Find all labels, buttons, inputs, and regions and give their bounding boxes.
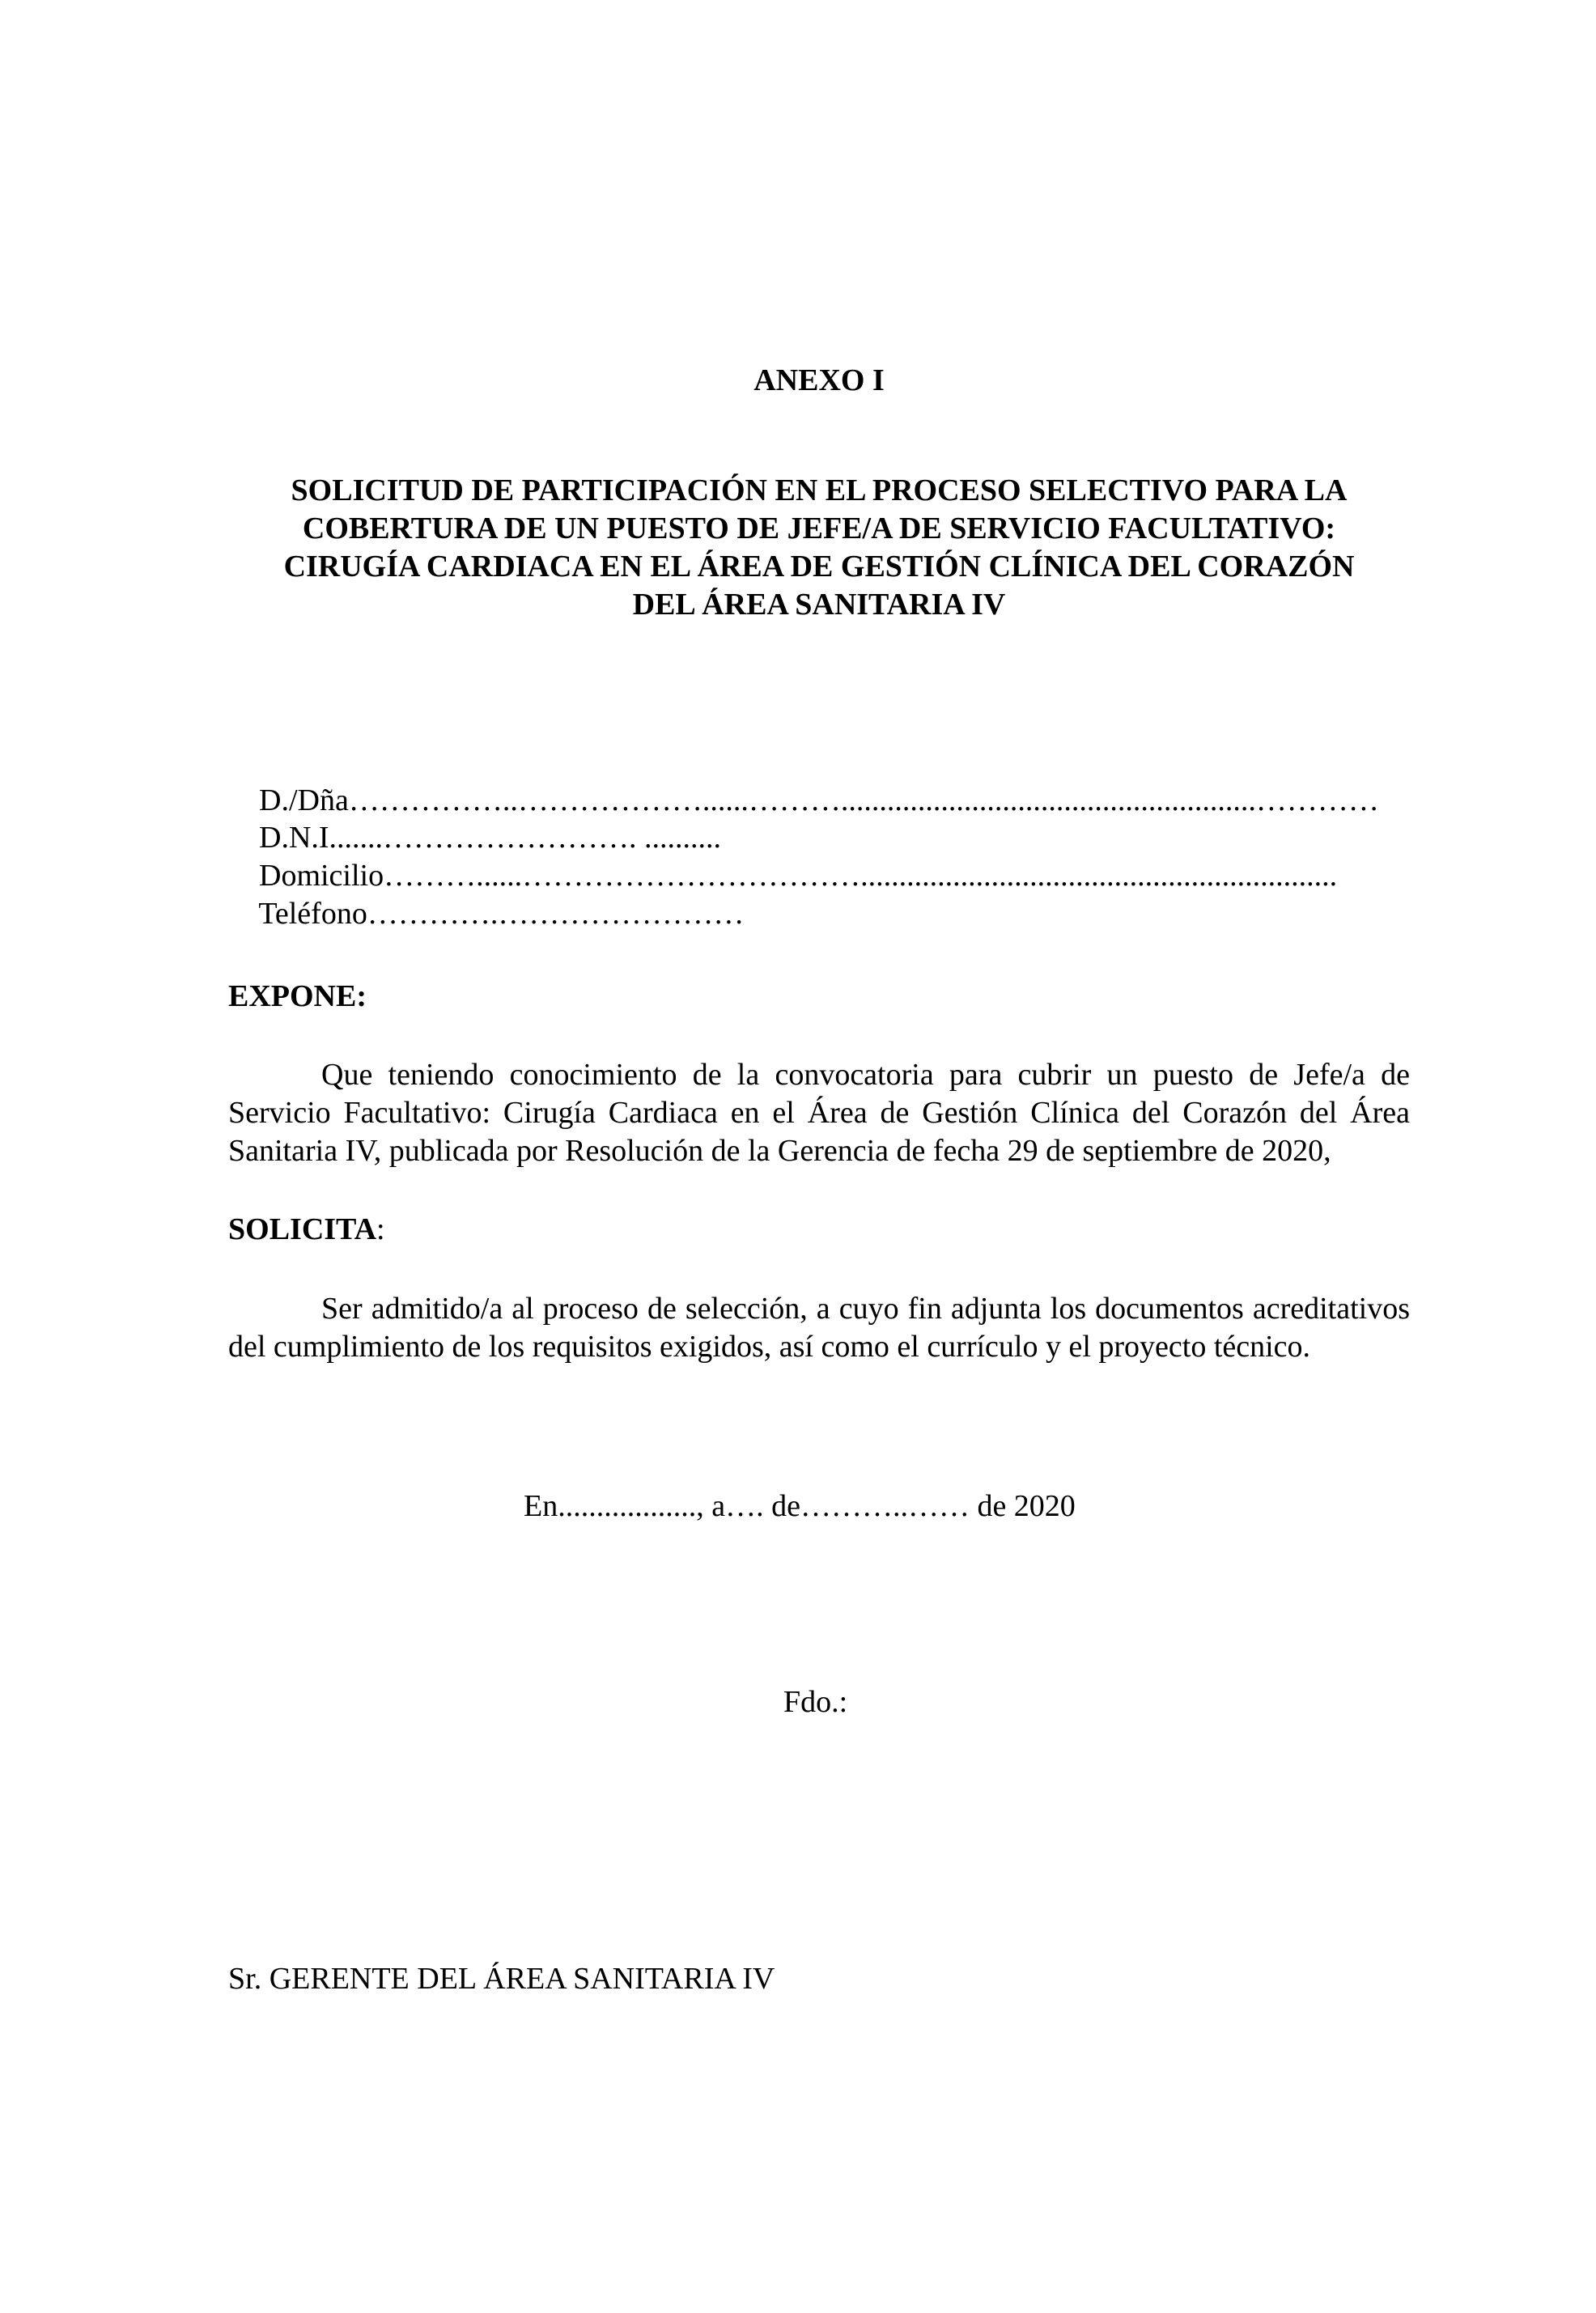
field-dni-label: D.N.I: [259, 821, 329, 855]
subtitle-line: DEL ÁREA SANITARIA IV: [632, 588, 1006, 622]
expone-heading: EXPONE:: [228, 979, 367, 1013]
solicita-heading-colon: :: [376, 1212, 385, 1246]
field-phone[interactable]: [228, 858, 744, 970]
field-phone-label: Teléfono: [258, 897, 367, 931]
field-dni-dots: .......……………………. ..........: [329, 821, 722, 855]
annex-title: ANEXO I: [753, 363, 885, 397]
field-name-label: D./Dña: [259, 783, 349, 817]
expone-paragraph: Que teniendo conocimiento de la convocatoria para cubrir un puesto de Jefe/a de Servicio Facultativo: Cirugía Cardiaca en el Área de Gestión Clínica del Corazón del Área Sanitaria IV, publicada por Resolución de la Gerencia de fecha 29 de septiembre de 2020,: [228, 1058, 1410, 1168]
date-line: En.................., a…. de………..…… de 2020: [524, 1489, 1076, 1523]
field-address-label: Domicilio: [259, 859, 384, 893]
subtitle-line: SOLICITUD DE PARTICIPACIÓN EN EL PROCESO SELECTIVO PARA LA: [291, 473, 1348, 507]
subtitle-line: CIRUGÍA CARDIACA EN EL ÁREA DE GESTIÓN CLÍNICA DEL CORAZÓN: [283, 550, 1355, 584]
addressee: Sr. GERENTE DEL ÁREA SANITARIA IV: [228, 1962, 775, 1996]
field-address-dots: ………......……………………………..............................................................: [384, 859, 1338, 893]
field-name-dots: ……………..………………......………......................................................…………: [348, 783, 1379, 817]
solicita-heading-text: SOLICITA: [228, 1212, 377, 1246]
signature-label: Fdo.:: [783, 1685, 848, 1719]
solicita-heading: [228, 1211, 385, 1248]
document-subtitle: [228, 472, 1410, 624]
solicita-paragraph: Ser admitido/a al proceso de selección, a cuyo fin adjunta los documentos acreditativos del cumplimiento de los requisitos exigidos, así como el currículo y el proyecto técnico.: [228, 1292, 1410, 1364]
field-phone-dots: ………….……………………: [367, 897, 745, 931]
subtitle-line: COBERTURA DE UN PUESTO DE JEFE/A DE SERVICIO FACULTATIVO:: [302, 511, 1336, 545]
